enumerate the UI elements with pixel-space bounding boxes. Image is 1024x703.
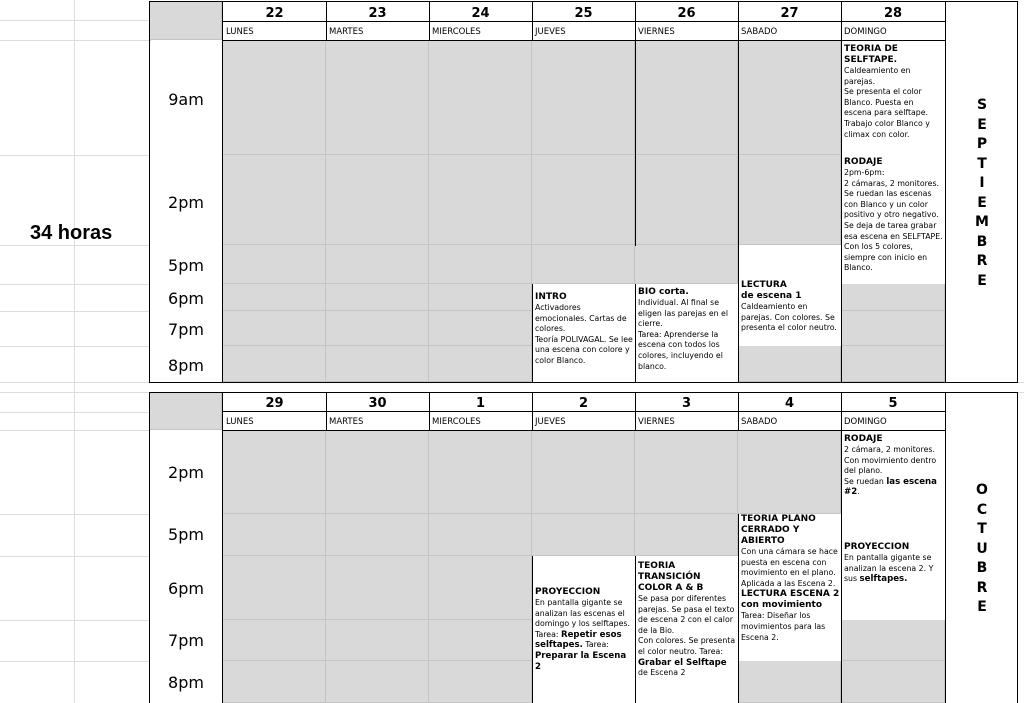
empty-slot: [635, 245, 738, 284]
weekday-label: LUNES: [226, 417, 254, 427]
session-title: INTRO: [535, 292, 567, 302]
session-title: PROYECCIÓN: [844, 542, 910, 552]
empty-slot: [429, 245, 532, 284]
session-line: 2 cámara, 2 monitores.: [844, 445, 935, 454]
table-border: [326, 2, 327, 40]
empty-slot: [841, 346, 945, 382]
date-label: 26: [677, 6, 696, 21]
session-line: Trabajo color Blanco y climax con color.: [844, 118, 930, 139]
text-run-bold: Preparar la Escena 2: [535, 650, 627, 672]
session-subtitle: LECTURA ESCENA 2 con movimiento: [741, 589, 840, 611]
text-run-bold: Repetir esos selftapes.: [535, 629, 622, 651]
gridline: [0, 556, 150, 557]
empty-slot: [223, 514, 326, 556]
table-border: [149, 1, 150, 383]
month-label-octubre: [972, 481, 992, 618]
month-letter: C: [976, 501, 988, 518]
text-run: .: [857, 487, 860, 497]
month-letter: M: [975, 214, 989, 230]
table-border: [222, 1, 223, 383]
time-label: 5pm: [168, 256, 204, 275]
weekday-label: MARTES: [329, 27, 364, 37]
month-letter: O: [976, 482, 988, 498]
month-letter: E: [977, 116, 987, 133]
table-border: [532, 556, 533, 703]
table-border: [945, 382, 1018, 383]
session-line: Con movimiento dentro del plano.: [844, 455, 937, 476]
gridline: [0, 514, 150, 515]
session-line: Con colores. Se presenta el color neutro. Tarea:: [638, 636, 736, 656]
empty-slot: [738, 661, 841, 703]
session-domingo-rodaje-2: [844, 434, 943, 514]
table-border: [222, 21, 945, 22]
session-subtitle: de escena 1: [741, 291, 802, 301]
date-label: 30: [368, 396, 387, 411]
weekday-label: DOMINGO: [844, 27, 887, 37]
table-border: [1017, 1, 1018, 383]
empty-slot: [223, 661, 326, 703]
weekday-label: MARTES: [329, 417, 364, 427]
gridline: [0, 620, 150, 621]
session-line: 2pm-6pm:: [844, 168, 885, 177]
month-letter: U: [976, 540, 988, 557]
session-title: TEORÍA TRANSICIÓN COLOR A & B: [638, 561, 704, 593]
session-line: Activadores emocionales. Cartas de colores.: [535, 303, 627, 334]
weekday-label: JUEVES: [535, 417, 566, 427]
gridline: [0, 382, 150, 383]
month-letter: B: [976, 233, 988, 250]
empty-slot: [635, 40, 738, 155]
date-label: 22: [265, 6, 284, 21]
weekday-label: LUNES: [226, 27, 254, 37]
session-line: [844, 553, 943, 585]
empty-slot: [429, 346, 532, 382]
month-letter: R: [976, 579, 988, 596]
text-run: Tarea:: [535, 629, 561, 639]
empty-slot: [223, 155, 326, 245]
empty-slot: [429, 311, 532, 346]
gridline: [0, 155, 150, 156]
month-letter: B: [976, 560, 988, 576]
table-border: [222, 411, 945, 412]
session-line: En pantalla gigante se analizan las escenas el domingo y los selftapes.: [535, 598, 630, 629]
table-border: [222, 40, 945, 41]
time-label: 6pm: [168, 579, 204, 598]
session-viernes-teoria-transicion: [638, 561, 736, 703]
table-border: [841, 40, 842, 382]
date-label: 27: [780, 6, 799, 21]
table-border: [222, 430, 945, 431]
table-border: [150, 1, 945, 2]
gridline: [0, 412, 150, 413]
empty-slot: [223, 346, 326, 382]
date-label: 2: [578, 396, 589, 411]
text-run-bold: selftapes.: [859, 574, 908, 585]
total-hours: 34 horas: [30, 222, 113, 244]
table-border: [532, 393, 533, 430]
empty-slot: [223, 620, 326, 661]
time-label: 7pm: [168, 631, 204, 650]
table-border: [149, 392, 150, 703]
date-label: 29: [265, 396, 284, 411]
table-border: [326, 393, 327, 430]
session-line: Con una cámara se hace puesta en escena con movimiento en el plano. Aplicada a las Escena 2.: [741, 547, 838, 588]
empty-slot: [326, 346, 429, 382]
table-border: [150, 392, 945, 393]
weekday-label: VIERNES: [638, 417, 675, 427]
session-line: Con los 5 colores, siempre con inicio en Blanco.: [844, 242, 928, 273]
date-label: 4: [784, 396, 795, 411]
session-line: de Escena 2: [638, 668, 686, 678]
text-run: En pantalla gigante se analizan la escena 2. Y sus: [844, 553, 934, 584]
table-border: [532, 2, 533, 40]
session-title: RODAJE: [844, 157, 883, 167]
gridline: [0, 20, 150, 21]
table-border: [945, 1, 1018, 2]
date-label: 25: [574, 6, 593, 21]
weekday-label: SABADO: [741, 417, 778, 427]
empty-slot: [738, 346, 841, 382]
gridline: [0, 346, 150, 347]
empty-slot: [223, 430, 326, 514]
table-border: [150, 382, 945, 383]
empty-slot: [429, 661, 532, 703]
gridline: [0, 40, 150, 41]
empty-slot: [326, 40, 429, 155]
weekday-label: DOMINGO: [844, 417, 887, 427]
corner-cell: [150, 2, 222, 40]
table-border: [945, 392, 946, 703]
empty-slot: [429, 514, 532, 556]
empty-slot: [841, 284, 945, 311]
month-letter: E: [977, 599, 987, 615]
empty-slot: [223, 556, 326, 620]
empty-slot: [429, 430, 532, 514]
month-letter: E: [977, 194, 987, 211]
session-viernes-bio: [638, 287, 736, 381]
session-line: Se pasa por diferentes parejas. Se pasa el texto de escena 2 con el calor de la Bio.: [638, 594, 735, 635]
text-run: Tarea:: [582, 640, 609, 650]
gridline: [0, 661, 150, 662]
time-label: 6pm: [168, 289, 204, 308]
text-run-bold: Grabar el Selftape: [638, 657, 727, 668]
empty-slot: [841, 311, 945, 346]
empty-slot: [532, 430, 635, 514]
empty-slot: [326, 245, 429, 284]
empty-slot: [326, 556, 429, 620]
empty-slot: [326, 430, 429, 514]
table-border: [429, 393, 430, 430]
empty-slot: [223, 245, 326, 284]
month-letter: E: [977, 272, 987, 289]
table-border: [841, 393, 842, 703]
session-jueves-intro: [535, 292, 633, 380]
time-column-spacer: [150, 40, 151, 41]
table-border: [738, 40, 739, 246]
table-border: [635, 556, 636, 703]
empty-slot: [326, 155, 429, 245]
table-border: [738, 393, 739, 430]
empty-slot: [841, 661, 945, 703]
table-border: [738, 2, 739, 40]
date-label: 3: [681, 396, 692, 411]
session-line: Teoría POLIVAGAL. Se lee una escena con colore y color Blanco.: [535, 334, 633, 365]
empty-slot: [532, 40, 635, 155]
gridline: [0, 392, 150, 393]
empty-slot: [841, 620, 945, 661]
date-label: 28: [883, 6, 903, 21]
empty-slot: [429, 284, 532, 311]
session-line: Tarea: Aprenderse la escena con todos los colores, incluyendo el blanco.: [638, 329, 723, 371]
table-border: [635, 40, 636, 246]
session-domingo-selftape: [844, 44, 943, 154]
empty-slot: [326, 514, 429, 556]
empty-slot: [223, 284, 326, 311]
session-line: [535, 630, 633, 651]
empty-slot: [429, 620, 532, 661]
session-sabado-lectura: [741, 280, 839, 346]
month-letter: T: [977, 155, 987, 172]
table-border: [635, 284, 636, 382]
empty-slot: [223, 311, 326, 346]
table-border: [635, 2, 636, 40]
month-label-septiembre: [972, 96, 992, 291]
gridline: [74, 0, 75, 703]
weekday-label: MIERCOLES: [432, 27, 481, 37]
table-border: [738, 514, 739, 703]
month-letter: R: [976, 253, 988, 269]
empty-slot: [429, 556, 532, 620]
gridline: [0, 430, 150, 431]
empty-slot: [532, 245, 635, 284]
session-line: Tarea: Diseñar los movimientos para las Escena 2.: [741, 611, 826, 642]
text-run: Se ruedan: [844, 476, 887, 486]
month-letter: I: [979, 175, 985, 191]
corner-cell: [150, 393, 222, 430]
session-line: Individual. Al final se eligen las parejas en el cierre.: [638, 298, 729, 329]
empty-slot: [223, 40, 326, 155]
empty-slot: [738, 430, 841, 514]
session-jueves-proyeccion: [535, 587, 633, 703]
session-line: Caldeamiento en parejas.: [844, 66, 911, 86]
date-label: 24: [471, 6, 490, 21]
time-label: 9am: [168, 90, 204, 109]
empty-slot: [326, 661, 429, 703]
table-border: [1017, 392, 1018, 703]
month-letter: T: [977, 521, 987, 537]
weekday-label: SABADO: [741, 27, 778, 37]
session-title: PROYECCIÓN: [535, 587, 601, 597]
table-border: [635, 393, 636, 430]
empty-slot: [326, 284, 429, 311]
session-domingo-rodaje: [844, 157, 943, 285]
empty-slot: [532, 514, 635, 556]
time-label: 5pm: [168, 525, 204, 544]
weekday-label: VIERNES: [638, 27, 675, 37]
text-run-bold: las escena #2: [844, 476, 937, 498]
session-domingo-proyeccion: [844, 542, 943, 602]
empty-slot: [532, 155, 635, 245]
weekday-label: JUEVES: [535, 27, 566, 37]
empty-slot: [738, 155, 841, 245]
session-title: TEORÍA PLANO CERRADO Y ABIERTO: [741, 514, 816, 546]
table-border: [429, 2, 430, 40]
empty-slot: [635, 155, 738, 245]
empty-slot: [635, 514, 738, 556]
session-title: RODAJE: [844, 434, 883, 444]
session-line: Caldeamiento en parejas. Con colores. Se presenta el color neutro.: [741, 302, 837, 333]
weekday-label: MIERCOLES: [432, 417, 481, 427]
table-border: [222, 392, 223, 703]
time-label: 8pm: [168, 356, 204, 375]
table-border: [945, 392, 1018, 393]
session-line: Se deja de tarea grabar esa escena en SELFTAPE.: [844, 220, 943, 241]
session-title: LECTURA: [741, 280, 787, 290]
time-label: 7pm: [168, 320, 204, 339]
session-line: Se presenta el color Blanco. Puesta en escena para selftape.: [844, 87, 929, 118]
session-line: 2 cámaras, 2 monitores.: [844, 178, 939, 188]
date-label: 1: [475, 396, 486, 411]
table-border: [738, 245, 739, 382]
gridline: [0, 311, 150, 312]
empty-slot: [635, 430, 738, 514]
table-border: [532, 284, 533, 382]
empty-slot: [326, 311, 429, 346]
time-label: 2pm: [168, 193, 204, 212]
session-title: BIO corta.: [638, 287, 689, 297]
date-label: 23: [368, 6, 387, 21]
empty-slot: [738, 40, 841, 155]
empty-slot: [429, 40, 532, 155]
session-title: TEORÍA DE SELFTAPE.: [844, 44, 898, 65]
gridline: [0, 284, 150, 285]
session-line: [844, 477, 943, 498]
table-border: [841, 2, 842, 40]
table-border: [945, 1, 946, 383]
session-line: Se ruedan las escenas con Blanco y un color positivo y otro negativo.: [844, 189, 939, 220]
empty-slot: [429, 155, 532, 245]
time-label: 2pm: [168, 463, 204, 482]
session-sabado-teoria-plano: [741, 514, 840, 660]
time-label: 8pm: [168, 673, 204, 692]
month-letter: P: [976, 136, 988, 152]
date-label: 5: [888, 396, 898, 411]
empty-slot: [326, 620, 429, 661]
gridline: [0, 245, 150, 246]
month-letter: S: [976, 97, 988, 113]
